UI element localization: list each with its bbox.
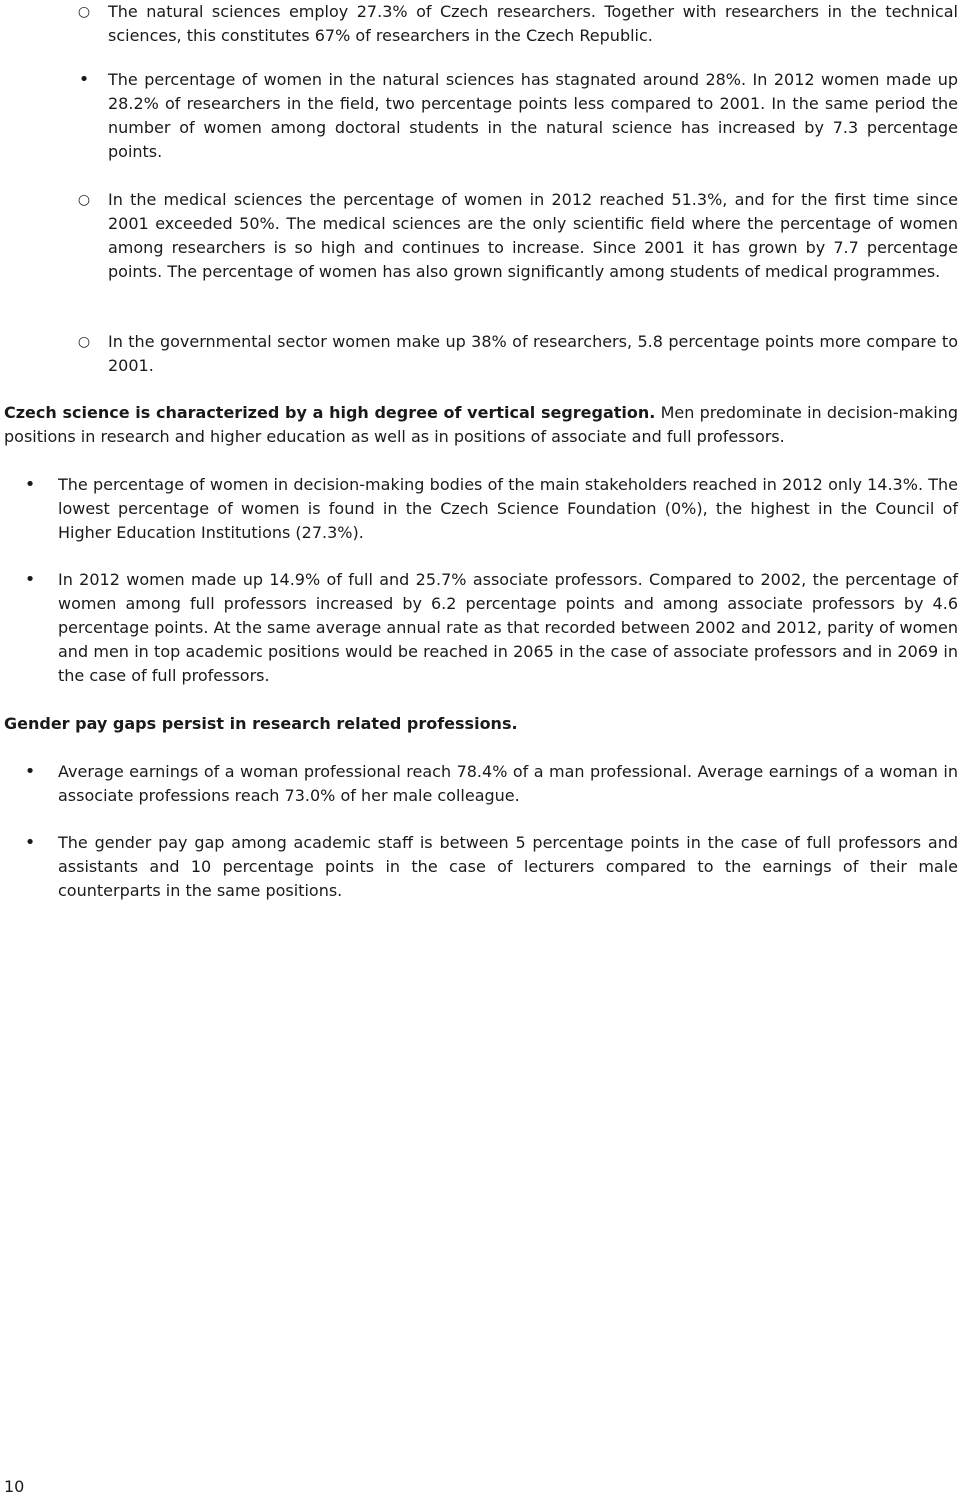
paragraph-academic-pay-gap: The gender pay gap among academic staff is between 5 percentage points in the case of full professors and assistants and 10 percentage points in the case of lecturers compared to the earnings of their male counterparts in the same positions.	[58, 833, 958, 900]
open-circle-bullet-icon: ○	[77, 334, 91, 350]
paragraph-medical-sciences: In the medical sciences the percentage of women in 2012 reached 51.3%, and for the first time since 2001 exceeded 50%. The medical sciences are the only scientific field where the percentage of women among researchers is so high and continues to increase. Since 2001 it has grown by 7.7 percentage points. The percentage of women has also grown significantly among students of medical programmes.	[108, 190, 958, 281]
paragraph-governmental-sector: In the governmental sector women make up 38% of researchers, 5.8 percentage points more compare to 2001.	[108, 332, 958, 375]
disc-bullet-icon: •	[78, 69, 90, 90]
open-circle-bullet-icon: ○	[77, 192, 91, 208]
paragraph-vertical-segregation	[4, 401, 958, 449]
disc-bullet-icon: •	[24, 569, 36, 590]
paragraph-decision-making-bodies: The percentage of women in decision-making bodies of the main stakeholders reached in 2012 only 14.3%. The lowest percentage of women is found in the Czech Science Foundation (0%), the highest in the Council of Higher Education Institutions (27.3%).	[58, 475, 958, 542]
vertical-segregation-body: Men predominate in decision-making positions in research and higher education as well as in positions of associate and full professors.	[4, 403, 958, 446]
disc-bullet-icon: •	[24, 832, 36, 853]
open-circle-bullet-icon: ○	[77, 4, 91, 20]
paragraph-natural-sciences: The natural sciences employ 27.3% of Czech researchers. Together with researchers in the technical sciences, this constitutes 67% of researchers in the Czech Republic.	[108, 2, 958, 45]
paragraph-earnings: Average earnings of a woman professional reach 78.4% of a man professional. Average earnings of a woman in associate professions reach 73.0% of her male colleague.	[58, 762, 958, 805]
page-number: 10	[4, 1477, 25, 1496]
disc-bullet-icon: •	[24, 474, 36, 495]
paragraph-women-natural-sciences: The percentage of women in the natural sciences has stagnated around 28%. In 2012 women made up 28.2% of researchers in the field, two percentage points less compared to 2001. In the same period the number of women among doctoral students in the natural science has increased by 7.3 percentage points.	[108, 70, 958, 161]
heading-gender-pay-gaps: Gender pay gaps persist in research related professions.	[4, 714, 518, 733]
paragraph-professors: In 2012 women made up 14.9% of full and 25.7% associate professors. Compared to 2002, the percentage of women among full professors increased by 6.2 percentage points and among associate professors by 4.6 percentage points. At the same average annual rate as that recorded between 2002 and 2012, parity of women and men in top academic positions would be reached in 2065 in the case of associate professors and in 2069 in the case of full professors.	[58, 570, 958, 685]
disc-bullet-icon: •	[24, 761, 36, 782]
vertical-segregation-lead: Czech science is characterized by a high degree of vertical segregation.	[4, 403, 656, 422]
